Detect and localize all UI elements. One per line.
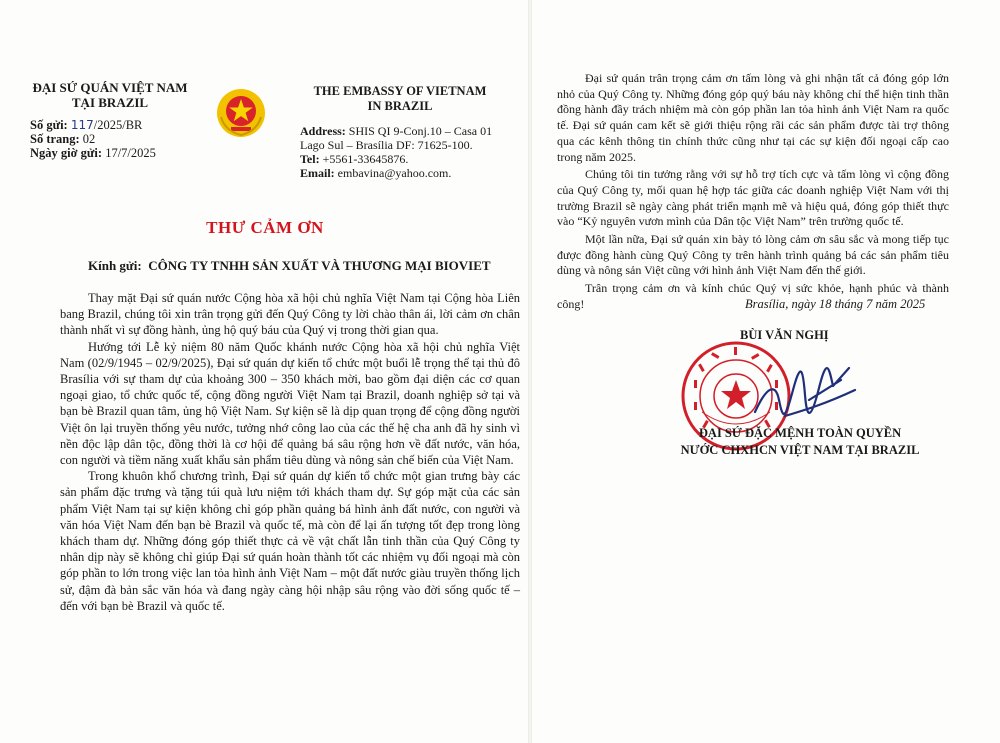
sender-header-line2: TẠI BRAZIL — [71, 95, 149, 110]
email-row: Email: embavina@yahoo.com. — [300, 166, 452, 180]
embassy-header-en — [300, 84, 500, 114]
body-paragraph: Trong khuôn khổ chương trình, Đại sứ quán dự kiến tổ chức một gian trưng bày các sản phẩm đặc trưng và tặng túi quà lưu niệm tới khách tham dự. Sự góp mặt của các sản phẩm Việt Nam tại sự kiện không chỉ góp phần quảng bá hình ảnh đất nước, con người và văn hóa Việt Nam đến bạn bè Brazil và quốc tế, mà còn để lại ấn tượng tốt đẹp trong lòng khách tham dự. Những đóng góp thiết thực cả về vật chất lẫn tinh thần của Quý Công ty nhân dịp này sẽ không chỉ giúp Đại sứ quán hoàn thành tốt các nhiệm vụ đối ngoại mà còn góp phần to lớn trong việc lan tỏa hình ảnh Việt Nam – một đất nước giàu truyền thống lịch sử, đậm đà bản sắc văn hóa và đang ngày càng hội nhập sâu rộng vào đời sống quốc tế – đến với bạn bè Brazil và quốc tế. — [60, 469, 520, 613]
document-meta — [30, 118, 156, 160]
sender-header-line1: ĐẠI SỨ QUÁN VIỆT NAM — [32, 80, 188, 95]
sender-header — [30, 80, 190, 110]
recipient-label: Kính gửi: — [88, 258, 142, 273]
so-gui-handwritten: 117 — [70, 118, 94, 132]
body-paragraph: Đại sứ quán trân trọng cảm ơn tấm lòng và ghi nhận tất cả đóng góp lớn nhỏ của Quý Công ty. Những đóng góp quý báu này không chỉ thể hiện tinh thần đồng hành đầy trách nhiệm mà còn góp phần lan tỏa hình ảnh Việt Nam ra quốc tế. Đại sứ quán cam kết sẽ giới thiệu rộng rãi các sản phẩm được tài trợ thông qua các kênh thông tin chính thức cũng như tại các sự kiện đối ngoại cấp cao trong năm 2025. — [557, 71, 949, 164]
letter-body-page-2 — [557, 71, 949, 313]
recipient-line — [88, 258, 491, 274]
recipient-name: CÔNG TY TNHH SẢN XUẤT VÀ THƯƠNG MẠI BIOVIET — [148, 258, 491, 273]
letter-date: Brasília, ngày 18 tháng 7 năm 2025 — [745, 297, 926, 311]
body-paragraph: Trân trọng cảm ơn và kính chúc Quý vị sức khỏe, hạnh phúc và thành công! — [557, 281, 949, 311]
signer-title-line1: ĐẠI SỨ ĐẶC MỆNH TOÀN QUYỀN — [698, 426, 902, 440]
address-row: Address: SHIS QI 9-Conj.10 – Casa 01 — [300, 124, 493, 138]
body-paragraph: Một lần nữa, Đại sứ quán xin bày tỏ lòng cảm ơn sâu sắc và mong tiếp tục được đồng hành cùng Quý Công ty trên hành trình quảng bá các sản phẩm tiêu dùng và nông sản Việt cũng với hình ảnh Việt Nam đến thế giới. — [557, 232, 949, 278]
body-paragraph: Hướng tới Lễ kỷ niệm 80 năm Quốc khánh nước Cộng hòa xã hội chủ nghĩa Việt Nam (02/9/1945 – 02/9/2025), Đại sứ quán dự kiến tổ chức một buổi lễ trọng thể tại thủ đô Brasília với sự tham dự của khoảng 300 – 350 khách mời, bao gồm đại diện các cơ quan ngoại giao, tổ chức quốc tế, cộng đồng người Việt Nam tại Brazil, doanh nghiệp sở tại và bạn bè Brazil quan tâm, ủng hộ Việt Nam. Sự kiện sẽ là dịp quan trọng để cộng đồng người Việt ôn lại truyền thống yêu nước, tưởng nhớ công lao của các thế hệ cha anh đã hy sinh vì nền độc lập dân tộc, đồng thời là cơ hội để quảng bá sâu rộng hơn về đất nước, văn hóa, con người và tiềm năng xuất khẩu sản phẩm tiêu dùng và nông sản chế biến của Việt Nam. — [60, 339, 520, 468]
so-trang-row: Số trang: 02 — [30, 132, 96, 146]
page-gutter — [528, 0, 532, 743]
body-paragraph: Chúng tôi tin tưởng rằng với sự hỗ trợ tích cực và tấm lòng vì cộng đồng của Quý Công ty, mối quan hệ hợp tác giữa các doanh nghiệp Việt Nam với thị trường Brazil sẽ ngày càng phát triển mạnh mẽ và hiệu quả, đóng góp thiết thực vào “Kỷ nguyên vươn mình của Dân tộc Việt Nam” trên trường quốc tế. — [557, 167, 949, 229]
so-gui-row: Số gửi: 117/2025/BR — [30, 118, 143, 132]
body-paragraph: Thay mặt Đại sứ quán nước Cộng hòa xã hội chủ nghĩa Việt Nam tại Cộng hòa Liên bang Brazil, chúng tôi xin trân trọng gửi đến Quý Công ty lời chào thân ái, lời cảm ơn chân thành nhất vì sự đồng hành, ủng hộ quý báu của Quý vị trong thời gian qua. — [60, 291, 520, 338]
national-emblem-icon — [215, 87, 267, 139]
signer-title-line2: NƯỚC CHXHCN VIỆT NAM TẠI BRAZIL — [680, 443, 920, 457]
embassy-header-en-line1: THE EMBASSY OF VIETNAM — [313, 84, 487, 98]
letter-title: THƯ CẢM ƠN — [206, 218, 324, 237]
address-row-2: Lago Sul – Brasília DF: 71625-100. — [300, 138, 473, 152]
signer-title — [650, 425, 950, 459]
contact-block — [300, 124, 525, 180]
tel-row: Tel: +5561-33645876. — [300, 152, 409, 166]
handwritten-signature-icon — [745, 350, 865, 430]
ngay-gio-gui-row: Ngày giờ gửi: 17/7/2025 — [30, 146, 156, 160]
signer-name: BÙI VĂN NGHỊ — [740, 328, 829, 342]
letter-body-page-1 — [60, 290, 520, 614]
embassy-header-en-line2: IN BRAZIL — [367, 99, 433, 113]
